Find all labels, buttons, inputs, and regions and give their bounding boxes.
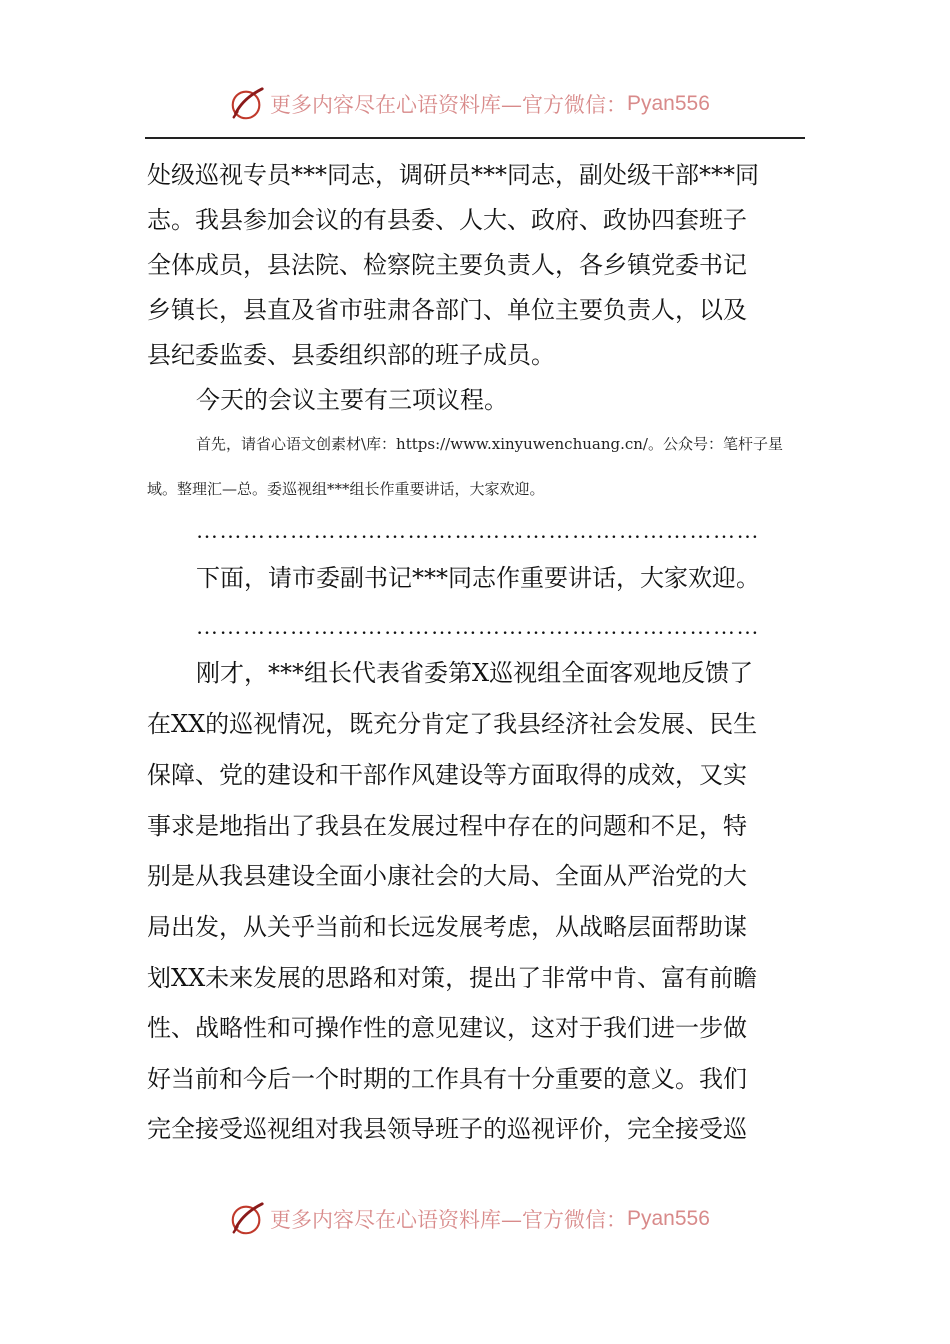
paragraph-line: 刚才，***组长代表省委第X巡视组全面客观地反馈了 (196, 659, 754, 687)
paragraph-line: 全体成员，县法院、检察院主要负责人，各乡镇党委书记 (147, 251, 747, 279)
paragraph-line: 保障、党的建设和干部作风建设等方面取得的成效，又实 (147, 761, 747, 789)
paragraph-line: 在XX的巡视情况，既充分肯定了我县经济社会发展、民生 (147, 710, 758, 738)
paragraph-line: 性、战略性和可操作性的意见建议，这对于我们进一步做 (147, 1014, 747, 1042)
paragraph-line: 志。我县参加会议的有县委、人大、政府、政协四套班子 (147, 206, 747, 234)
header-divider (145, 137, 805, 139)
small-note-line: 首先，请省心语文创素材\库：https://www.xinyuwenchuang.cn/。公众号：笔杆子星 (196, 435, 783, 453)
pen-logo-icon (228, 85, 266, 123)
ellipsis-separator: ……………………………………………………………… (196, 614, 760, 639)
footer-watermark-banner (228, 1197, 710, 1241)
agenda-sentence: 今天的会议主要有三项议程。 (196, 386, 508, 414)
paragraph-line: 划XX未来发展的思路和对策，提出了非常中肯、富有前瞻 (147, 964, 758, 992)
paragraph-line: 处级巡视专员***同志，调研员***同志，副处级干部***同 (147, 161, 759, 189)
banner-brand-text: 更多内容尽在心语资料库—官方微信： (270, 1208, 627, 1232)
banner-wechat-handle: Pyan556 (627, 92, 710, 115)
paragraph-line: 别是从我县建设全面小康社会的大局、全面从严治党的大 (147, 862, 747, 890)
banner-brand-text: 更多内容尽在心语资料库—官方微信： (270, 93, 627, 117)
banner-wechat-handle: Pyan556 (627, 1207, 710, 1230)
paragraph-line: 完全接受巡视组对我县领导班子的巡视评价，完全接受巡 (147, 1115, 747, 1143)
paragraph-line: 乡镇长，县直及省市驻肃各部门、单位主要负责人，以及 (147, 296, 747, 324)
small-note-line: 域。整理汇—总。委巡视组***组长作重要讲话，大家欢迎。 (147, 480, 545, 498)
ellipsis-separator: ……………………………………………………………… (196, 518, 760, 543)
header-watermark-banner (228, 82, 710, 126)
paragraph-line: 局出发，从关乎当前和长远发展考虑，从战略层面帮助谋 (147, 913, 747, 941)
pen-logo-icon (228, 1200, 266, 1238)
paragraph-line: 好当前和今后一个时期的工作具有十分重要的意义。我们 (147, 1065, 747, 1093)
speech-invitation: 下面，请市委副书记***同志作重要讲话，大家欢迎。 (196, 564, 760, 592)
paragraph-line: 县纪委监委、县委组织部的班子成员。 (147, 341, 555, 369)
paragraph-line: 事求是地指出了我县在发展过程中存在的问题和不足，特 (147, 812, 747, 840)
